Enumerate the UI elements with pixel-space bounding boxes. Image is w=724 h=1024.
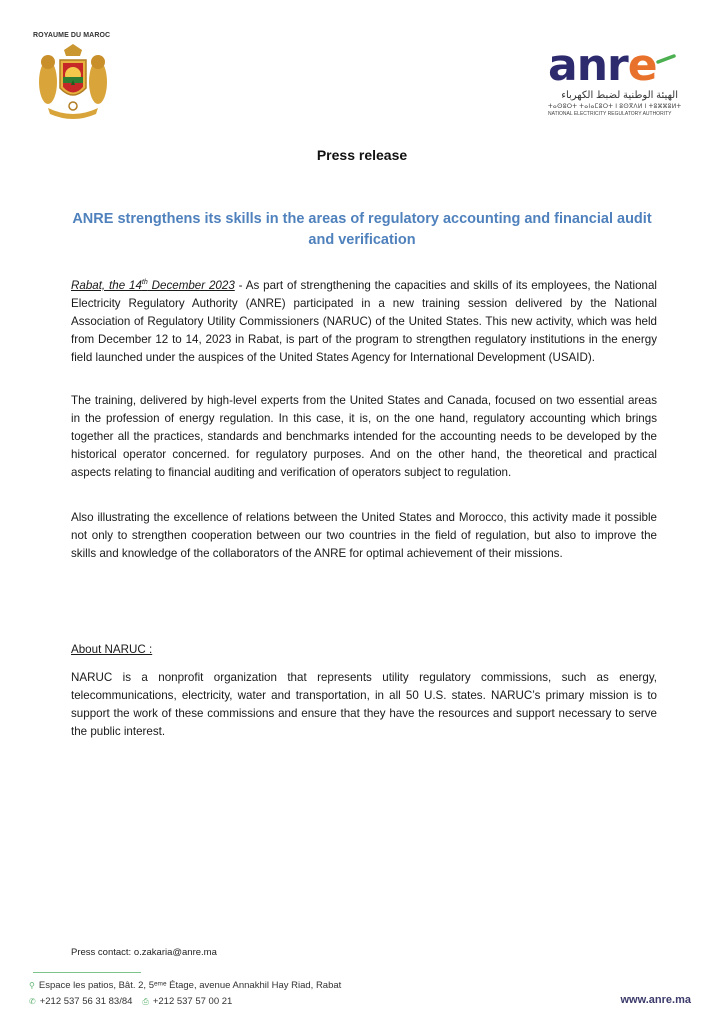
press-contact: Press contact: o.zakaria@anre.ma [71,947,217,958]
fax-icon: ⎙ [142,996,149,1006]
paragraph-relations: Also illustrating the excellence of relations between the United States and Morocco, this activity made it possible not only to strengthen cooperation between our two countries in the field of regulation, but also to improve the skills and knowledge of the collaborators of the ANRE for optimal achievement of their missions. [71,511,657,560]
phone-number: +212 537 56 31 83/84 [39,996,133,1007]
dateline-prefix: Rabat, the 14 [71,278,142,292]
paragraph-training: The training, delivered by high-level experts from the United States and Canada, focused on two essential areas in the profession of energy regulation. In this case, it is, on the one hand, regulatory accounting which brings together all the practices, standards and benchmarks intended for the accounting needs to be developed by the historical operator concerned. for regulatory purposes. And on the other hand, the theoretical and practical aspects relating to financial auditing and verification of operators subject to regulation. [71,394,657,479]
logo-english-name: NATIONAL ELECTRICITY REGULATORY AUTHORITY [548,111,672,117]
anre-logo [548,40,683,119]
logo-wordmark-main: anr [548,40,628,91]
footer-divider [33,972,141,973]
address-text: Espace les patios, Bât. 2, 5ᵉᵐᵉ Étage, avenue Annakhil Hay Riad, Rabat [38,980,342,991]
coat-of-arms-icon [34,42,112,126]
location-pin-icon: ⚲ [29,981,35,990]
kingdom-label: ROYAUME DU MAROC [33,32,111,39]
paragraph-intro [71,274,657,367]
logo-wordmark-accent: e [627,40,657,91]
phone-icon: ✆ [29,997,36,1006]
document-type-title: Press release [316,147,408,163]
footer-phones [29,996,232,1007]
logo-arabic-name: الهيئة الوطنية لضبط الكهرباء [561,90,678,101]
website-link[interactable]: www.anre.ma [620,994,691,1006]
paragraph-about-naruc: NARUC is a nonprofit organization that represents utility regulatory commissions, such as energy, telecommunications, electricity, water and transportation, in all 50 U.S. states. NARUC’s primary mission is to support the work of these commissions and ensure that they have the resources and support necessary to serve the public interest. [71,671,657,738]
dateline [71,279,235,292]
logo-green-stroke-icon [656,54,676,64]
lion-right [89,55,107,104]
dateline-suffix: December 2023 [147,278,235,292]
fax-number: +212 537 57 00 21 [152,996,233,1007]
footer-address [29,980,341,991]
about-naruc-heading: About NARUC : [71,643,153,656]
headline: ANRE strengthens its skills in the areas of regulatory accounting and financial audit and verification [72,211,652,248]
lion-left [39,55,57,104]
logo-wordmark [548,40,657,91]
logo-tifinagh-name: ⵜⴰⵙⵓⵔⵜ ⵜⴰⵏⴰⵎⵓⵔⵜ ⵏ ⵓⵙⴳⴷⵍ ⵏ ⵜⵓⵣⵣⵓⵍⵜ [548,104,682,110]
dateline-superscript: th [141,279,148,286]
paragraph-intro-text: - As part of strengthening the capacities and skills of its employees, the National Electricity Regulatory Authority (ANRE) participated in a new training session delivered by the National Association of Regulatory Utility Commissioners (NARUC) of the United States. This new activity, which was held from December 12 to 14, 2023 in Rabat, is part of the program to strengthen regulatory institutions in the energy field launched under the auspices of the United States Agency for International Development (USAID). [71,278,657,364]
